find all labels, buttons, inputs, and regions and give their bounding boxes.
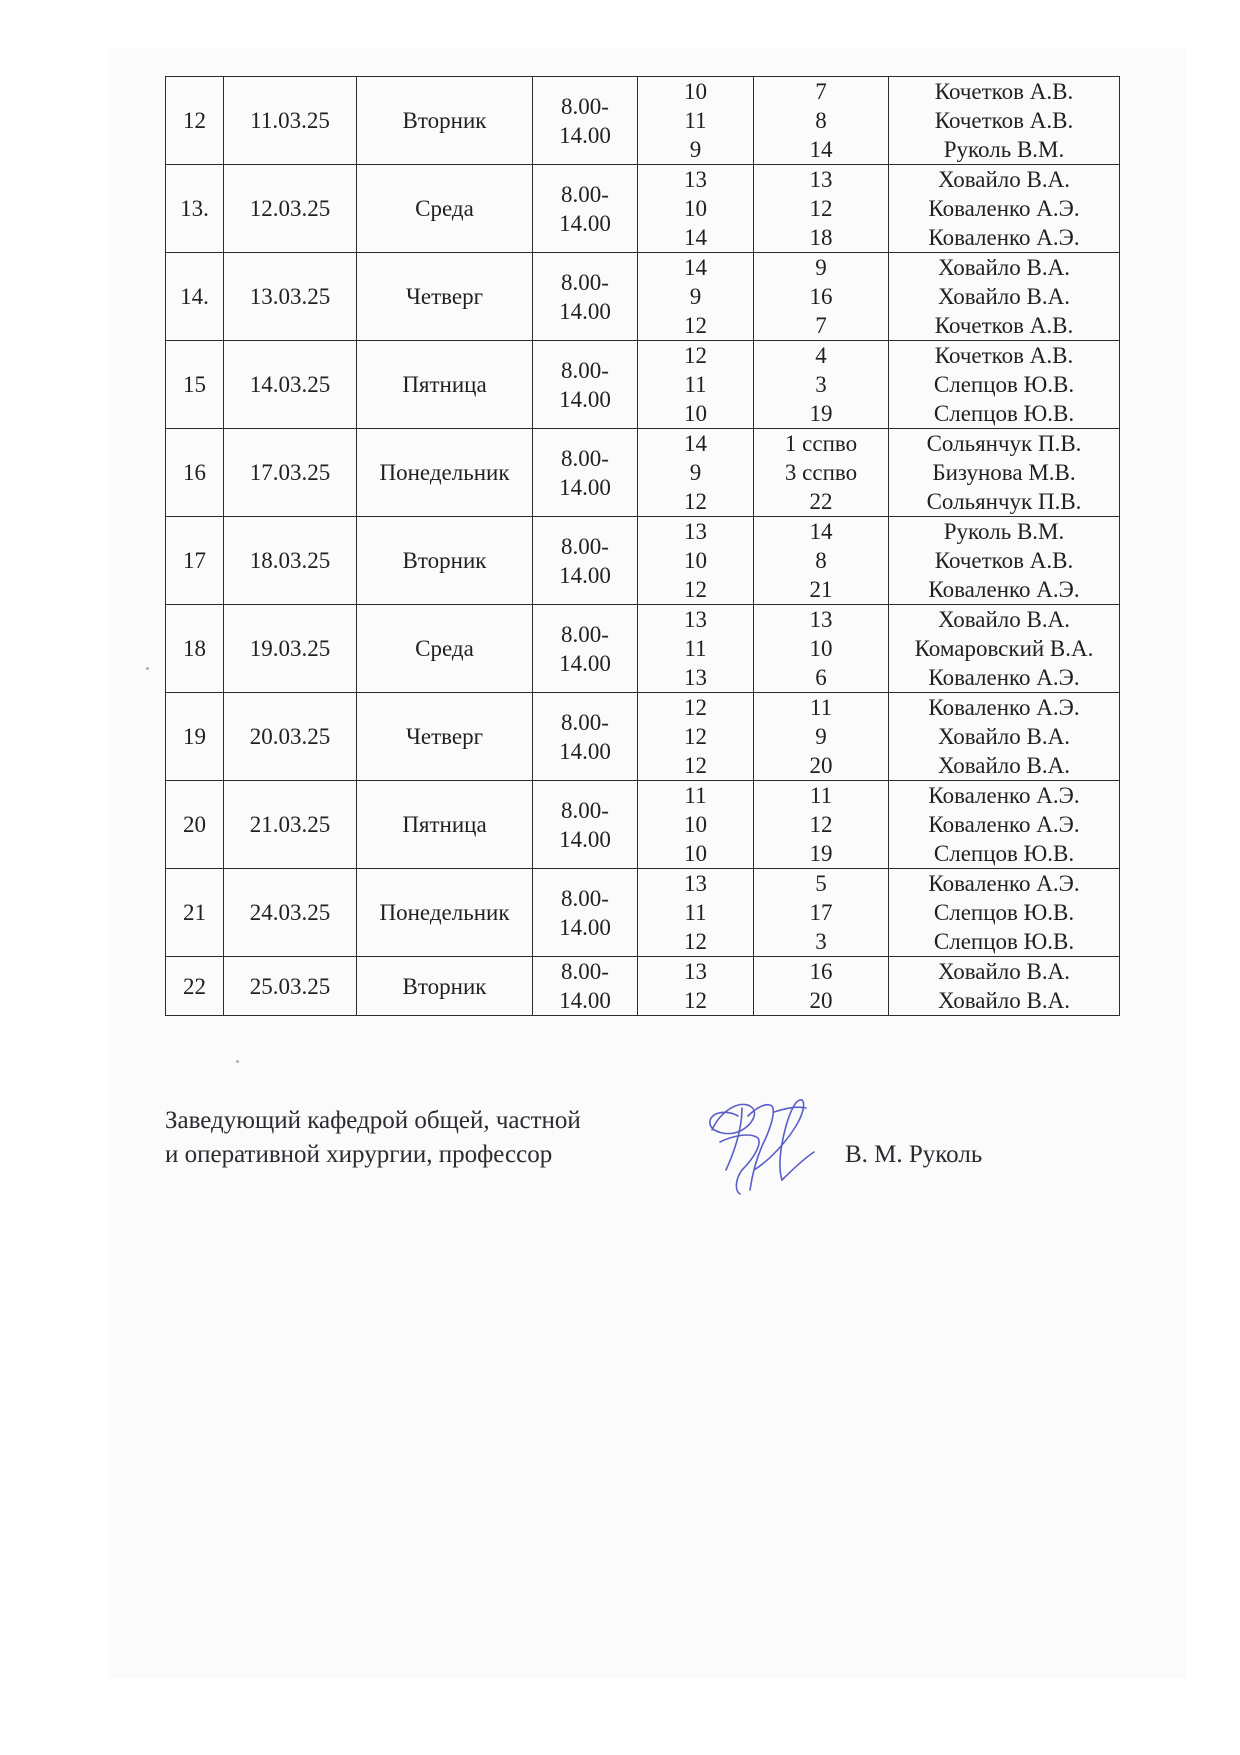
group-line: 12 (684, 753, 707, 778)
group-line: 11 (684, 108, 707, 133)
teacher-line: Коваленко А.Э. (928, 225, 1080, 250)
table-row (166, 605, 1120, 693)
room-cell (754, 165, 889, 253)
teacher-line: Руколь В.М. (943, 137, 1065, 162)
group-line: 9 (689, 137, 702, 162)
weekday-cell: Четверг (357, 693, 533, 781)
room-line: 11 (809, 783, 833, 808)
time-line: 14.00 (559, 914, 611, 940)
row-number-cell: 15 (166, 341, 224, 429)
table-row (166, 165, 1120, 253)
room-line: 22 (809, 489, 833, 514)
group-line: 12 (684, 695, 707, 720)
teacher-line: Кочетков А.В. (934, 313, 1074, 338)
group-line: 10 (684, 841, 707, 866)
group-cell (638, 605, 754, 693)
group-cell (638, 429, 754, 517)
teacher-cell (889, 165, 1120, 253)
group-cell (638, 869, 754, 957)
scan-speck (236, 1060, 239, 1063)
room-line: 16 (809, 959, 833, 984)
teacher-cell (889, 517, 1120, 605)
group-line: 12 (684, 313, 707, 338)
teacher-line: Коваленко А.Э. (928, 695, 1080, 720)
room-line: 20 (809, 988, 833, 1013)
group-line: 12 (684, 724, 707, 749)
teacher-line: Коваленко А.Э. (928, 871, 1080, 896)
teacher-line: Руколь В.М. (943, 519, 1065, 544)
time-cell (533, 869, 638, 957)
teacher-line: Слепцов Ю.В. (933, 401, 1075, 426)
time-line: 14.00 (559, 122, 611, 148)
table-row (166, 869, 1120, 957)
time-cell (533, 165, 638, 253)
room-line: 12 (809, 196, 833, 221)
room-line: 21 (809, 577, 833, 602)
date-cell: 11.03.25 (224, 77, 357, 165)
teacher-line: Слепцов Ю.В. (933, 841, 1075, 866)
group-cell (638, 341, 754, 429)
room-line: 13 (809, 607, 833, 632)
room-line: 12 (809, 812, 833, 837)
table-row (166, 517, 1120, 605)
time-line: 14.00 (559, 210, 611, 236)
group-line: 14 (684, 255, 707, 280)
group-line: 12 (684, 489, 707, 514)
signatory-position-line-1: Заведующий кафедрой общей, частной (165, 1107, 581, 1134)
time-line: 14.00 (559, 474, 611, 500)
date-cell: 21.03.25 (224, 781, 357, 869)
teacher-line: Коваленко А.Э. (928, 577, 1080, 602)
group-line: 10 (684, 79, 707, 104)
teacher-cell (889, 781, 1120, 869)
row-number-cell: 18 (166, 605, 224, 693)
room-line: 16 (809, 284, 833, 309)
teacher-line: Ховайло В.А. (938, 959, 1070, 984)
time-cell (533, 253, 638, 341)
time-cell (533, 957, 638, 1016)
weekday-cell: Пятница (357, 781, 533, 869)
group-line: 10 (684, 401, 707, 426)
room-cell (754, 429, 889, 517)
time-line: 14.00 (559, 988, 611, 1013)
room-line: 10 (809, 636, 833, 661)
signatory-position (165, 1104, 581, 1172)
group-line: 11 (684, 900, 707, 925)
date-cell: 13.03.25 (224, 253, 357, 341)
teacher-line: Кочетков А.В. (934, 548, 1074, 573)
teacher-line: Слепцов Ю.В. (933, 900, 1075, 925)
time-line: 8.00- (561, 93, 609, 119)
date-cell: 25.03.25 (224, 957, 357, 1016)
scan-speck (146, 667, 149, 670)
room-line: 1 сспво (784, 431, 858, 456)
room-cell (754, 517, 889, 605)
time-line: 8.00- (561, 181, 609, 207)
table-row (166, 77, 1120, 165)
signatory-position-line-2: и оперативной хирургии, профессор (165, 1141, 553, 1168)
row-number-cell: 14. (166, 253, 224, 341)
teacher-cell (889, 957, 1120, 1016)
time-cell (533, 605, 638, 693)
group-line: 12 (684, 988, 707, 1013)
date-cell: 18.03.25 (224, 517, 357, 605)
room-line: 7 (815, 313, 827, 338)
room-line: 6 (815, 665, 827, 690)
time-line: 14.00 (559, 826, 611, 852)
group-cell (638, 693, 754, 781)
weekday-cell: Вторник (357, 77, 533, 165)
room-cell (754, 77, 889, 165)
table-row (166, 341, 1120, 429)
row-number-cell: 22 (166, 957, 224, 1016)
group-line: 10 (684, 196, 707, 221)
room-cell (754, 869, 889, 957)
group-line: 9 (689, 284, 702, 309)
teacher-line: Ховайло В.А. (938, 724, 1070, 749)
time-cell (533, 429, 638, 517)
weekday-cell: Понедельник (357, 869, 533, 957)
group-line: 10 (684, 548, 707, 573)
room-line: 11 (809, 695, 833, 720)
date-cell: 14.03.25 (224, 341, 357, 429)
row-number-cell: 12 (166, 77, 224, 165)
group-cell (638, 781, 754, 869)
teacher-line: Коваленко А.Э. (928, 783, 1080, 808)
group-line: 13 (684, 519, 707, 544)
group-cell (638, 77, 754, 165)
date-cell: 24.03.25 (224, 869, 357, 957)
teacher-line: Ховайло В.А. (938, 255, 1070, 280)
teacher-line: Коваленко А.Э. (928, 812, 1080, 837)
teacher-line: Ховайло В.А. (938, 284, 1070, 309)
group-line: 13 (684, 665, 707, 690)
time-line: 8.00- (561, 269, 609, 295)
teacher-line: Коваленко А.Э. (928, 665, 1080, 690)
time-line: 14.00 (559, 386, 611, 412)
room-cell (754, 693, 889, 781)
table-row (166, 781, 1120, 869)
date-cell: 19.03.25 (224, 605, 357, 693)
group-line: 11 (684, 783, 707, 808)
date-cell: 17.03.25 (224, 429, 357, 517)
room-cell (754, 341, 889, 429)
teacher-line: Коваленко А.Э. (928, 196, 1080, 221)
teacher-line: Ховайло В.А. (938, 988, 1070, 1013)
signatory-name: В. М. Руколь (845, 1141, 983, 1168)
weekday-cell: Вторник (357, 957, 533, 1016)
group-line: 10 (684, 812, 707, 837)
time-line: 8.00- (561, 797, 609, 823)
group-line: 13 (684, 167, 707, 192)
time-line: 8.00- (561, 709, 609, 735)
schedule-table (165, 76, 1120, 1016)
teacher-line: Сольянчук П.В. (926, 431, 1082, 456)
handwritten-signature (690, 1086, 850, 1201)
room-line: 19 (809, 841, 833, 866)
weekday-cell: Четверг (357, 253, 533, 341)
room-line: 14 (809, 519, 833, 544)
teacher-cell (889, 77, 1120, 165)
teacher-cell (889, 253, 1120, 341)
teacher-cell (889, 341, 1120, 429)
row-number-cell: 13. (166, 165, 224, 253)
row-number-cell: 16 (166, 429, 224, 517)
time-line: 14.00 (559, 650, 611, 676)
group-line: 12 (684, 343, 707, 368)
room-line: 14 (809, 137, 833, 162)
teacher-line: Бизунова М.В. (932, 460, 1076, 485)
teacher-line: Кочетков А.В. (934, 108, 1074, 133)
room-line: 17 (809, 900, 833, 925)
room-line: 5 (815, 871, 827, 896)
room-line: 9 (815, 255, 827, 280)
time-line: 8.00- (561, 533, 609, 559)
room-line: 3 сспво (784, 460, 858, 485)
teacher-cell (889, 429, 1120, 517)
teacher-cell (889, 605, 1120, 693)
teacher-line: Ховайло В.А. (938, 167, 1070, 192)
room-cell (754, 781, 889, 869)
group-cell (638, 957, 754, 1016)
teacher-line: Кочетков А.В. (934, 79, 1074, 104)
teacher-line: Сольянчук П.В. (926, 489, 1082, 514)
date-cell: 20.03.25 (224, 693, 357, 781)
room-line: 19 (809, 401, 833, 426)
teacher-line: Слепцов Ю.В. (933, 372, 1075, 397)
table-row (166, 253, 1120, 341)
table-row (166, 957, 1120, 1016)
group-cell (638, 165, 754, 253)
group-line: 14 (684, 431, 707, 456)
room-line: 8 (815, 548, 827, 573)
group-line: 11 (684, 372, 707, 397)
time-cell (533, 693, 638, 781)
row-number-cell: 17 (166, 517, 224, 605)
teacher-line: Кочетков А.В. (934, 343, 1074, 368)
teacher-line: Слепцов Ю.В. (933, 929, 1075, 954)
group-cell (638, 253, 754, 341)
time-line: 14.00 (559, 298, 611, 324)
row-number-cell: 21 (166, 869, 224, 957)
weekday-cell: Вторник (357, 517, 533, 605)
table-row (166, 693, 1120, 781)
time-line: 8.00- (561, 885, 609, 911)
weekday-cell: Понедельник (357, 429, 533, 517)
row-number-cell: 19 (166, 693, 224, 781)
teacher-cell (889, 869, 1120, 957)
weekday-cell: Среда (357, 605, 533, 693)
room-line: 20 (809, 753, 833, 778)
group-line: 12 (684, 577, 707, 602)
group-line: 14 (684, 225, 707, 250)
room-line: 4 (815, 343, 827, 368)
weekday-cell: Среда (357, 165, 533, 253)
room-cell (754, 253, 889, 341)
room-line: 8 (815, 108, 827, 133)
room-line: 18 (809, 225, 833, 250)
room-line: 3 (815, 929, 827, 954)
group-line: 13 (684, 871, 707, 896)
room-line: 3 (815, 372, 827, 397)
time-line: 14.00 (559, 562, 611, 588)
row-number-cell: 20 (166, 781, 224, 869)
time-cell (533, 77, 638, 165)
time-line: 8.00- (561, 959, 609, 984)
time-cell (533, 341, 638, 429)
teacher-line: Ховайло В.А. (938, 753, 1070, 778)
time-line: 8.00- (561, 445, 609, 471)
teacher-line: Ховайло В.А. (938, 607, 1070, 632)
time-line: 8.00- (561, 357, 609, 383)
teacher-line: Комаровский В.А. (914, 636, 1094, 661)
group-line: 9 (689, 460, 702, 485)
room-cell (754, 957, 889, 1016)
schedule-body (166, 77, 1120, 1016)
room-line: 9 (815, 724, 827, 749)
room-cell (754, 605, 889, 693)
time-line: 8.00- (561, 621, 609, 647)
time-cell (533, 517, 638, 605)
room-line: 7 (815, 79, 827, 104)
group-line: 12 (684, 929, 707, 954)
room-line: 13 (809, 167, 833, 192)
time-cell (533, 781, 638, 869)
weekday-cell: Пятница (357, 341, 533, 429)
group-line: 11 (684, 636, 707, 661)
teacher-cell (889, 693, 1120, 781)
date-cell: 12.03.25 (224, 165, 357, 253)
group-line: 13 (684, 607, 707, 632)
group-cell (638, 517, 754, 605)
time-line: 14.00 (559, 738, 611, 764)
table-row (166, 429, 1120, 517)
group-line: 13 (684, 959, 707, 984)
